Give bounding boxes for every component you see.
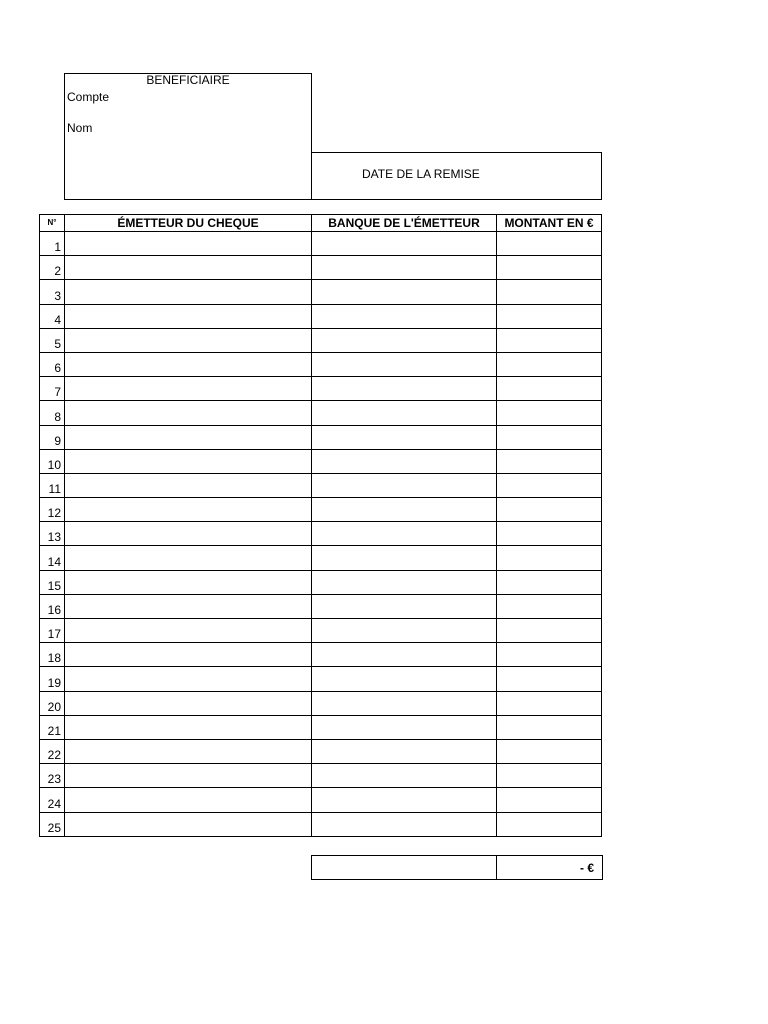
total-row <box>312 856 603 880</box>
table-row <box>40 401 602 425</box>
row-number: 23 <box>40 764 65 788</box>
banque-cell[interactable] <box>312 739 497 763</box>
table-row <box>40 425 602 449</box>
montant-cell[interactable] <box>497 328 602 352</box>
row-number: 25 <box>40 812 65 836</box>
montant-cell[interactable] <box>497 280 602 304</box>
row-number: 19 <box>40 667 65 691</box>
banque-cell[interactable] <box>312 401 497 425</box>
emetteur-cell[interactable] <box>65 522 312 546</box>
table-row <box>40 498 602 522</box>
montant-cell[interactable] <box>497 232 602 256</box>
date-remise-box <box>311 152 602 200</box>
row-number: 9 <box>40 425 65 449</box>
row-number: 10 <box>40 449 65 473</box>
banque-cell[interactable] <box>312 619 497 643</box>
table-row <box>40 377 602 401</box>
header-montant: MONTANT EN € <box>497 215 602 232</box>
banque-cell[interactable] <box>312 280 497 304</box>
emetteur-cell[interactable] <box>65 352 312 376</box>
table-row <box>40 304 602 328</box>
compte-label: Compte <box>67 90 110 104</box>
montant-cell[interactable] <box>497 619 602 643</box>
table-row <box>40 256 602 280</box>
row-number: 1 <box>40 232 65 256</box>
table-row <box>40 667 602 691</box>
row-number: 21 <box>40 715 65 739</box>
emetteur-cell[interactable] <box>65 377 312 401</box>
banque-cell[interactable] <box>312 232 497 256</box>
table-row <box>40 619 602 643</box>
date-remise-label-wrap <box>312 153 601 199</box>
beneficiaire-title: BENEFICIAIRE <box>146 73 230 87</box>
banque-cell[interactable] <box>312 812 497 836</box>
row-number: 2 <box>40 256 65 280</box>
banque-cell[interactable] <box>312 788 497 812</box>
row-number: 7 <box>40 377 65 401</box>
banque-cell[interactable] <box>312 304 497 328</box>
row-number: 11 <box>40 473 65 497</box>
banque-cell[interactable] <box>312 715 497 739</box>
row-number: 17 <box>40 619 65 643</box>
banque-cell[interactable] <box>312 352 497 376</box>
total-amount: - € <box>497 856 603 880</box>
banque-cell[interactable] <box>312 764 497 788</box>
table-row <box>40 715 602 739</box>
cheques-table-body <box>40 232 602 837</box>
table-row <box>40 352 602 376</box>
emetteur-cell[interactable] <box>65 643 312 667</box>
row-number: 22 <box>40 739 65 763</box>
row-number: 5 <box>40 328 65 352</box>
emetteur-cell[interactable] <box>65 328 312 352</box>
row-number: 6 <box>40 352 65 376</box>
emetteur-cell[interactable] <box>65 256 312 280</box>
banque-cell[interactable] <box>312 594 497 618</box>
row-number: 24 <box>40 788 65 812</box>
banque-cell[interactable] <box>312 473 497 497</box>
banque-cell[interactable] <box>312 546 497 570</box>
montant-cell[interactable] <box>497 764 602 788</box>
montant-cell[interactable] <box>497 449 602 473</box>
row-number: 14 <box>40 546 65 570</box>
beneficiaire-box <box>64 73 312 200</box>
table-row <box>40 691 602 715</box>
table-row <box>40 739 602 763</box>
emetteur-cell[interactable] <box>65 667 312 691</box>
montant-cell[interactable] <box>497 546 602 570</box>
total-table <box>311 855 603 880</box>
banque-cell[interactable] <box>312 667 497 691</box>
header-banque: BANQUE DE L'ÉMETTEUR <box>312 215 497 232</box>
montant-cell[interactable] <box>497 691 602 715</box>
table-row <box>40 522 602 546</box>
table-row <box>40 570 602 594</box>
banque-cell[interactable] <box>312 449 497 473</box>
emetteur-cell[interactable] <box>65 425 312 449</box>
banque-cell[interactable] <box>312 498 497 522</box>
emetteur-cell[interactable] <box>65 570 312 594</box>
montant-cell[interactable] <box>497 498 602 522</box>
nom-label: Nom <box>67 121 93 135</box>
emetteur-cell[interactable] <box>65 304 312 328</box>
cheques-table <box>39 214 602 837</box>
banque-cell[interactable] <box>312 691 497 715</box>
montant-cell[interactable] <box>497 352 602 376</box>
banque-cell[interactable] <box>312 570 497 594</box>
emetteur-cell[interactable] <box>65 232 312 256</box>
table-row <box>40 328 602 352</box>
table-row <box>40 764 602 788</box>
row-number: 20 <box>40 691 65 715</box>
emetteur-cell[interactable] <box>65 715 312 739</box>
row-number: 18 <box>40 643 65 667</box>
emetteur-cell[interactable] <box>65 619 312 643</box>
emetteur-cell[interactable] <box>65 788 312 812</box>
table-row <box>40 594 602 618</box>
table-row <box>40 449 602 473</box>
table-header-row <box>40 215 602 232</box>
montant-cell[interactable] <box>497 788 602 812</box>
row-number: 4 <box>40 304 65 328</box>
row-number: 8 <box>40 401 65 425</box>
emetteur-cell[interactable] <box>65 401 312 425</box>
emetteur-cell[interactable] <box>65 449 312 473</box>
montant-cell[interactable] <box>497 522 602 546</box>
montant-cell[interactable] <box>497 570 602 594</box>
montant-cell[interactable] <box>497 425 602 449</box>
emetteur-cell[interactable] <box>65 546 312 570</box>
emetteur-cell[interactable] <box>65 594 312 618</box>
row-number: 13 <box>40 522 65 546</box>
emetteur-cell[interactable] <box>65 691 312 715</box>
banque-cell[interactable] <box>312 643 497 667</box>
table-row <box>40 546 602 570</box>
banque-cell[interactable] <box>312 522 497 546</box>
row-number: 3 <box>40 280 65 304</box>
montant-cell[interactable] <box>497 594 602 618</box>
montant-cell[interactable] <box>497 401 602 425</box>
montant-cell[interactable] <box>497 667 602 691</box>
emetteur-cell[interactable] <box>65 473 312 497</box>
montant-cell[interactable] <box>497 473 602 497</box>
total-label-cell[interactable] <box>312 856 497 880</box>
banque-cell[interactable] <box>312 377 497 401</box>
montant-cell[interactable] <box>497 304 602 328</box>
banque-cell[interactable] <box>312 425 497 449</box>
table-row <box>40 643 602 667</box>
header-num: N° <box>40 215 65 232</box>
row-number: 16 <box>40 594 65 618</box>
emetteur-cell[interactable] <box>65 812 312 836</box>
montant-cell[interactable] <box>497 812 602 836</box>
emetteur-cell[interactable] <box>65 498 312 522</box>
table-row <box>40 232 602 256</box>
montant-cell[interactable] <box>497 256 602 280</box>
emetteur-cell[interactable] <box>65 280 312 304</box>
header-emetteur: ÉMETTEUR DU CHEQUE <box>65 215 312 232</box>
banque-cell[interactable] <box>312 328 497 352</box>
table-row <box>40 788 602 812</box>
montant-cell[interactable] <box>497 643 602 667</box>
table-row <box>40 473 602 497</box>
table-row <box>40 280 602 304</box>
montant-cell[interactable] <box>497 377 602 401</box>
row-number: 12 <box>40 498 65 522</box>
table-row <box>40 812 602 836</box>
emetteur-cell[interactable] <box>65 764 312 788</box>
row-number: 15 <box>40 570 65 594</box>
date-remise-label: DATE DE LA REMISE <box>362 167 480 181</box>
emetteur-cell[interactable] <box>65 739 312 763</box>
montant-cell[interactable] <box>497 739 602 763</box>
banque-cell[interactable] <box>312 256 497 280</box>
montant-cell[interactable] <box>497 715 602 739</box>
